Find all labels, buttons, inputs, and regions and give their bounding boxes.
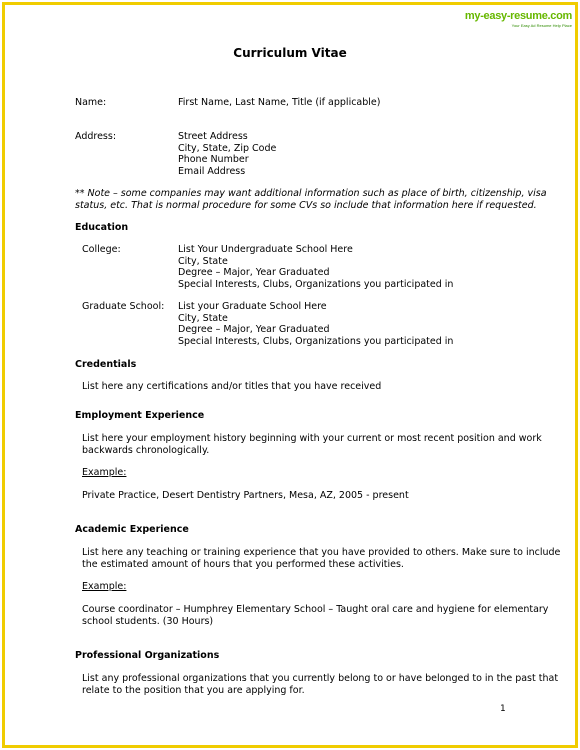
academic-example <box>82 604 548 627</box>
page-number: 1 <box>500 704 506 714</box>
professional-heading: Professional Organizations <box>75 650 220 661</box>
address-line: City, State, Zip Code <box>178 142 277 154</box>
professional-text <box>82 673 558 696</box>
name-value: First Name, Last Name, Title (if applicable) <box>178 97 381 108</box>
grad-line: Special Interests, Clubs, Organizations you participated in <box>178 335 454 347</box>
page-frame <box>2 2 578 748</box>
academic-heading: Academic Experience <box>75 524 189 535</box>
college-line: List Your Undergraduate School Here <box>178 244 353 255</box>
site-logo[interactable] <box>465 10 572 28</box>
academic-text <box>82 547 560 570</box>
college-line: Degree – Major, Year Graduated <box>178 267 330 278</box>
employment-example: Private Practice, Desert Dentistry Partners, Mesa, AZ, 2005 - present <box>82 490 409 501</box>
name-label: Name: <box>75 97 107 108</box>
note-line: status, etc. That is normal procedure for some CVs so include that information here if requested. <box>75 199 537 211</box>
grad-line: List your Graduate School Here <box>178 301 327 312</box>
logo-brand: my-easy-resume.com <box>464 10 572 22</box>
document-title: Curriculum Vitae <box>233 46 347 60</box>
college-line: City, State <box>178 255 228 267</box>
employment-text <box>82 433 542 456</box>
grad-block <box>178 301 453 347</box>
grad-line: City, State <box>178 312 228 324</box>
employment-example-label: Example: <box>82 467 127 478</box>
address-line: Email Address <box>178 165 246 177</box>
note-line: ** Note – some companies may want additional information such as place of birth, citizenship, visa <box>75 188 547 199</box>
note <box>75 188 547 211</box>
employment-line: List here your employment history beginning with your current or most recent position and work <box>82 433 542 444</box>
address-line: Phone Number <box>178 154 249 165</box>
academic-line: List here any teaching or training experience that you have provided to others. Make sure to include <box>82 547 561 558</box>
academic-example-line: Course coordinator – Humphrey Elementary School – Taught oral care and hygiene for elementary <box>82 604 549 615</box>
academic-example-label: Example: <box>82 581 127 592</box>
grad-label: Graduate School: <box>82 301 165 312</box>
credentials-text: List here any certifications and/or titles that you have received <box>82 381 382 392</box>
professional-line: List any professional organizations that you currently belong to or have belonged to in the past that <box>82 673 559 684</box>
college-line: Special Interests, Clubs, Organizations you participated in <box>178 278 454 290</box>
address-label: Address: <box>75 131 117 142</box>
academic-line: the estimated amount of hours that you performed these activities. <box>82 558 404 570</box>
employment-line: backwards chronologically. <box>82 444 210 456</box>
address-block <box>178 131 276 177</box>
education-heading: Education <box>75 222 129 233</box>
academic-example-line: school students. (30 Hours) <box>82 615 214 627</box>
logo-tagline: Your Easy Ad Resume Help Place <box>511 23 572 28</box>
college-label: College: <box>82 244 121 255</box>
address-line: Street Address <box>178 131 248 142</box>
college-block <box>178 244 453 290</box>
professional-line: relate to the position that you are applying for. <box>82 684 305 696</box>
grad-line: Degree – Major, Year Graduated <box>178 324 330 335</box>
credentials-heading: Credentials <box>75 359 137 370</box>
employment-heading: Employment Experience <box>75 410 205 421</box>
